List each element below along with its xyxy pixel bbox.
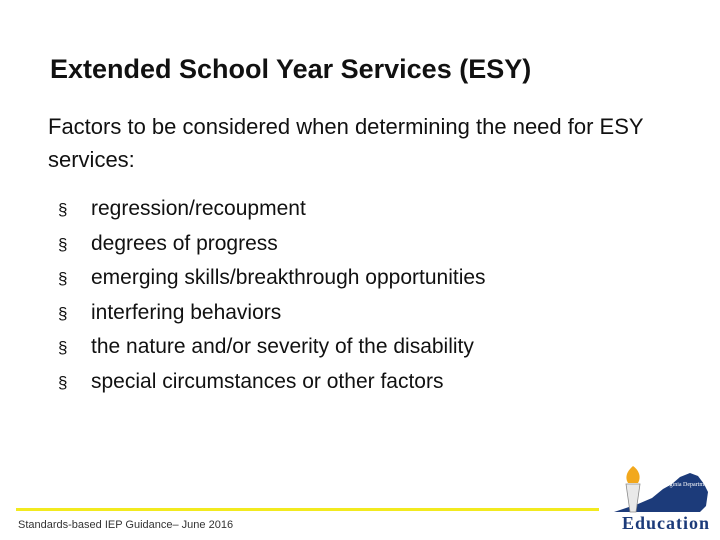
list-item-text: special circumstances or other factors — [91, 369, 444, 393]
logo-subtitle: Virginia Department of — [662, 482, 718, 488]
footer-text: Standards-based IEP Guidance– June 2016 — [18, 519, 234, 531]
bullet-icon: § — [58, 338, 68, 358]
slide-title: Extended School Year Services (ESY) — [50, 54, 532, 84]
bullet-icon: § — [58, 234, 68, 254]
list-item — [58, 330, 486, 365]
list-item — [58, 365, 486, 400]
bullet-icon: § — [58, 372, 68, 392]
factor-list — [58, 192, 486, 400]
logo-wordmark: Education — [621, 513, 710, 533]
flame-icon — [626, 466, 639, 483]
list-item — [58, 261, 486, 296]
list-item — [58, 227, 486, 262]
list-item-text: regression/recoupment — [91, 197, 306, 220]
list-item-text: the nature and/or severity of the disability — [91, 335, 474, 359]
bullet-icon: § — [58, 303, 68, 323]
list-item-text: interfering behaviors — [91, 300, 282, 324]
footer-divider — [16, 508, 599, 511]
list-item — [58, 296, 486, 331]
bullet-icon: § — [58, 200, 68, 219]
list-item-text: emerging skills/breakthrough opportunities — [91, 266, 486, 290]
list-item-text: degrees of progress — [91, 231, 278, 255]
bullet-icon: § — [58, 269, 68, 289]
intro-text: Factors to be considered when determining the need for ESY services: — [48, 114, 644, 172]
list-item — [58, 192, 486, 227]
